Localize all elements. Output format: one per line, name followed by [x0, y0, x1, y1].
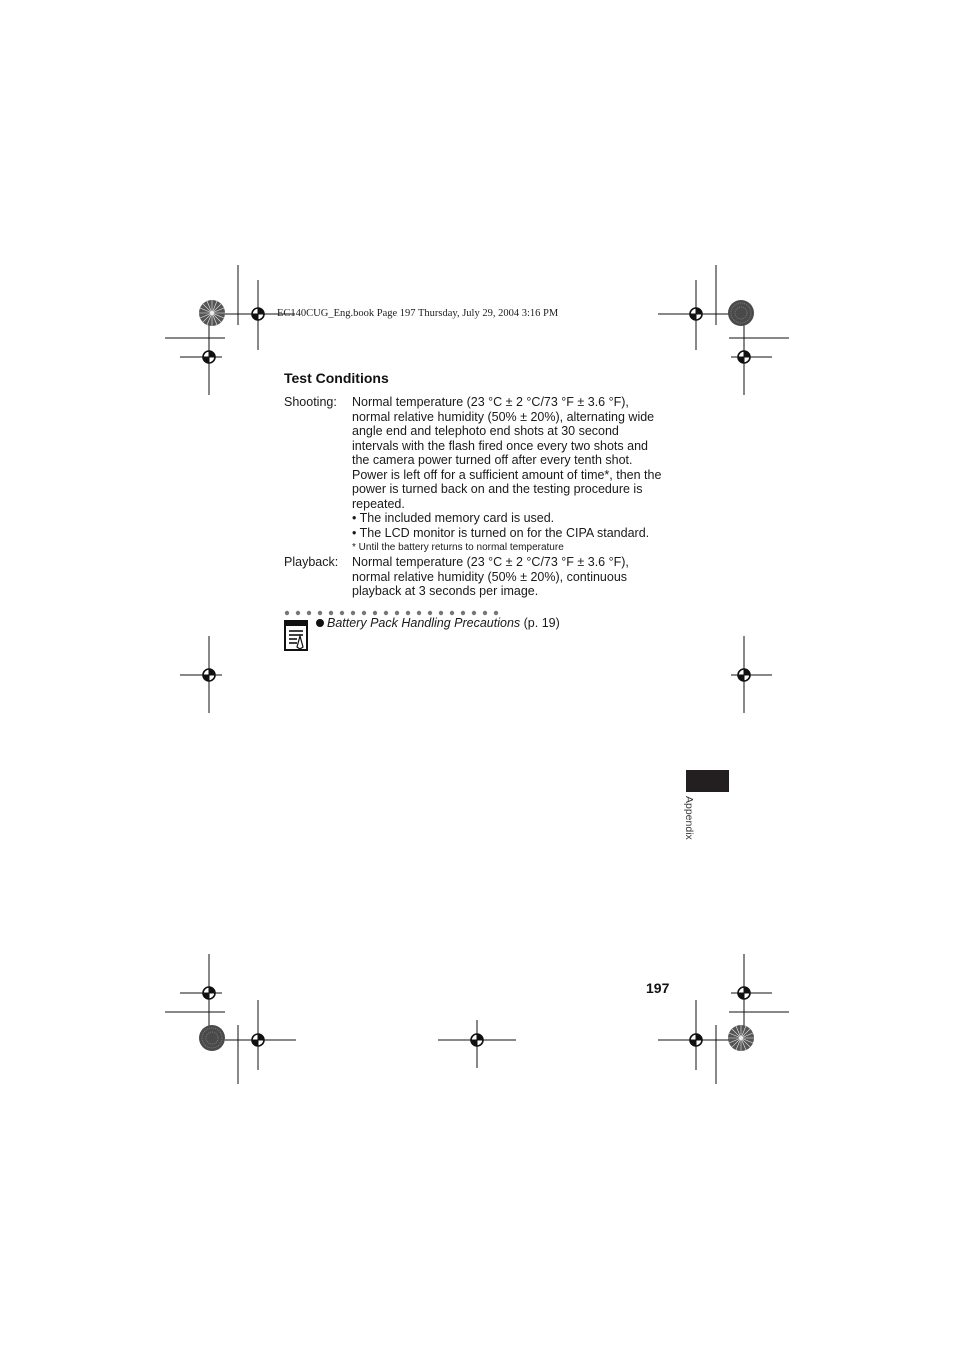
text-line: Normal temperature (23 °C ± 2 °C/73 °F ± 3.6 °F), [352, 395, 629, 409]
text-line: intervals with the flash fired once every two shots and [352, 438, 648, 453]
section-title: Test Conditions [284, 370, 389, 386]
text-line: repeated. [352, 496, 405, 511]
text-line: Power is left off for a sufficient amount of time*, then the [352, 467, 662, 482]
reference-title: Battery Pack Handling Precautions [327, 616, 521, 630]
bullet-icon [316, 619, 324, 627]
text-line: Normal temperature (23 °C ± 2 °C/73 °F ± 3.6 °F), [352, 555, 629, 569]
text-line: normal relative humidity (50% ± 20%), continuous [352, 569, 628, 584]
shooting-description [352, 395, 682, 555]
shooting-label: Shooting: [284, 395, 337, 409]
appendix-tab [686, 770, 729, 792]
footnote: * Until the battery returns to normal temperature [352, 542, 564, 553]
text-line: angle end and telephoto end shots at 30 second [352, 424, 619, 438]
book-header-slug: EC140CUG_Eng.book Page 197 Thursday, July 29, 2004 3:16 PM [277, 308, 559, 319]
text-line: playback at 3 seconds per image. [352, 584, 539, 598]
bullet-item: • The included memory card is used. [352, 511, 555, 525]
appendix-tab-label: Appendix [683, 796, 695, 840]
page-number: 197 [646, 980, 670, 996]
note-icon [284, 620, 308, 651]
reference-link[interactable] [316, 616, 560, 630]
bullet-item: • The LCD monitor is turned on for the CIPA standard. [352, 525, 650, 540]
playback-description [352, 555, 682, 599]
playback-label: Playback: [284, 555, 339, 569]
text-line: power is turned back on and the testing procedure is [352, 482, 643, 496]
text-line: the camera power turned off after every tenth shot. [352, 453, 633, 467]
text-line: normal relative humidity (50% ± 20%), alternating wide [352, 409, 655, 424]
reference-page: (p. 19) [520, 616, 560, 630]
